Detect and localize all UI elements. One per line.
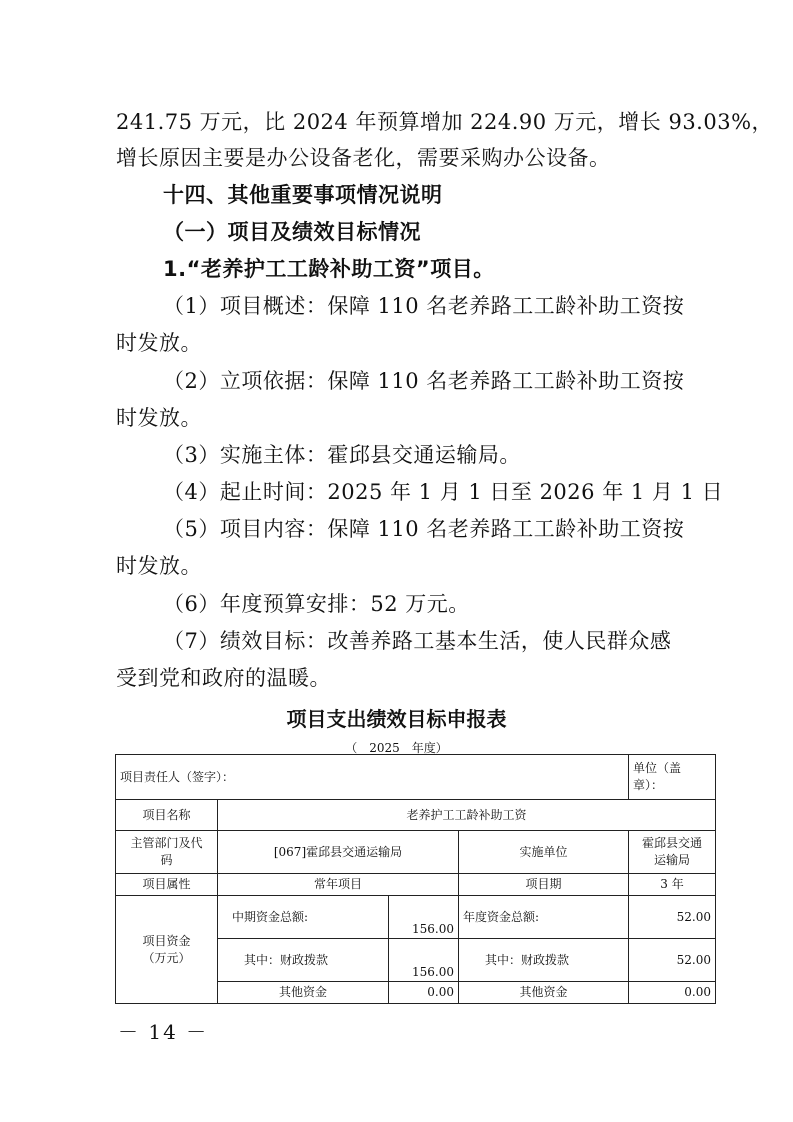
period-value: 3 年 — [629, 874, 716, 896]
year-other-label: 其他资金 — [459, 982, 629, 1004]
year-total-label: 年度资金总额: — [459, 896, 629, 939]
table-title: 项目支出绩效目标申报表 — [286, 707, 507, 731]
mid-fiscal-label: 其中：财政拨款 — [218, 939, 389, 982]
impl-unit-value: 运输局 — [654, 853, 691, 867]
responsible-person-cell — [116, 755, 629, 800]
unit-seal-label: 章）： — [633, 778, 664, 792]
mid-total-value: 156.00 — [389, 896, 459, 939]
table-row — [116, 800, 716, 831]
paragraph-line: （5）项目内容：保障 110 名老养路工工龄补助工资按 — [163, 517, 685, 541]
subsection-heading: （一）项目及绩效目标情况 — [163, 220, 421, 244]
project-name-label: 项目名称 — [116, 800, 218, 831]
page-number: － 14 － — [118, 1020, 209, 1044]
table-row — [116, 755, 716, 800]
dept-value: [067]霍邱县交通运输局 — [218, 831, 459, 874]
attr-value: 常年项目 — [218, 874, 459, 896]
year-fiscal-label: 其中：财政拨款 — [459, 939, 629, 982]
dept-label: 主管部门及代 — [130, 836, 203, 850]
mid-other-value: 0.00 — [389, 982, 459, 1004]
paragraph-line: （3）实施主体：霍邱县交通运输局。 — [163, 443, 521, 467]
impl-unit-value: 霍邱县交通 — [642, 836, 703, 850]
funds-label: 项目资金 — [142, 933, 191, 948]
responsible-person-label: 项目责任人（签字）： — [120, 769, 235, 784]
paragraph-line: 时发放。 — [116, 554, 202, 578]
unit-seal-label: 单位（盖 — [633, 761, 682, 775]
paragraph-line: （1）项目概述：保障 110 名老养路工工龄补助工资按 — [163, 294, 685, 318]
year-other-value: 0.00 — [629, 982, 716, 1004]
project-heading: 1.“老养护工工龄补助工资”项目。 — [163, 257, 495, 281]
paragraph-line: （2）立项依据：保障 110 名老养路工工龄补助工资按 — [163, 369, 685, 393]
year-total-value: 52.00 — [629, 896, 716, 939]
table-row — [116, 874, 716, 896]
mid-other-label: 其他资金 — [218, 982, 389, 1004]
paragraph-line: 241.75 万元，比 2024 年预算增加 224.90 万元，增长 93.03%， — [116, 110, 774, 134]
year-fiscal-value: 52.00 — [629, 939, 716, 982]
table-row — [116, 831, 716, 874]
paragraph-line: （4）起止时间：2025 年 1 月 1 日至 2026 年 1 月 1 日 — [163, 480, 724, 504]
performance-goal-table — [115, 754, 716, 1004]
paragraph-line: 增长原因主要是办公设备老化，需要采购办公设备。 — [116, 146, 611, 170]
table-year: （ 2025 年度） — [345, 741, 448, 755]
paragraph-line: 时发放。 — [116, 406, 202, 430]
period-label: 项目期 — [459, 874, 629, 896]
impl-unit-label: 实施单位 — [459, 831, 629, 874]
project-name-value: 老养护工工龄补助工资 — [218, 800, 716, 831]
unit-seal-cell — [629, 755, 716, 800]
table-row — [116, 896, 716, 939]
paragraph-line: 时发放。 — [116, 331, 202, 355]
attr-label: 项目属性 — [116, 874, 218, 896]
funds-label: （万元） — [142, 950, 191, 965]
section-heading: 十四、其他重要事项情况说明 — [163, 183, 443, 207]
dept-label: 码 — [160, 853, 173, 867]
dept-label-cell — [116, 831, 218, 874]
paragraph-line: 受到党和政府的温暖。 — [116, 666, 331, 690]
funds-label-cell — [116, 896, 218, 1004]
impl-unit-value-cell — [629, 831, 716, 874]
mid-total-label: 中期资金总额: — [218, 896, 389, 939]
paragraph-line: （7）绩效目标：改善养路工基本生活，使人民群众感 — [163, 629, 672, 653]
mid-fiscal-value: 156.00 — [389, 939, 459, 982]
paragraph-line: （6）年度预算安排：52 万元。 — [163, 592, 470, 616]
